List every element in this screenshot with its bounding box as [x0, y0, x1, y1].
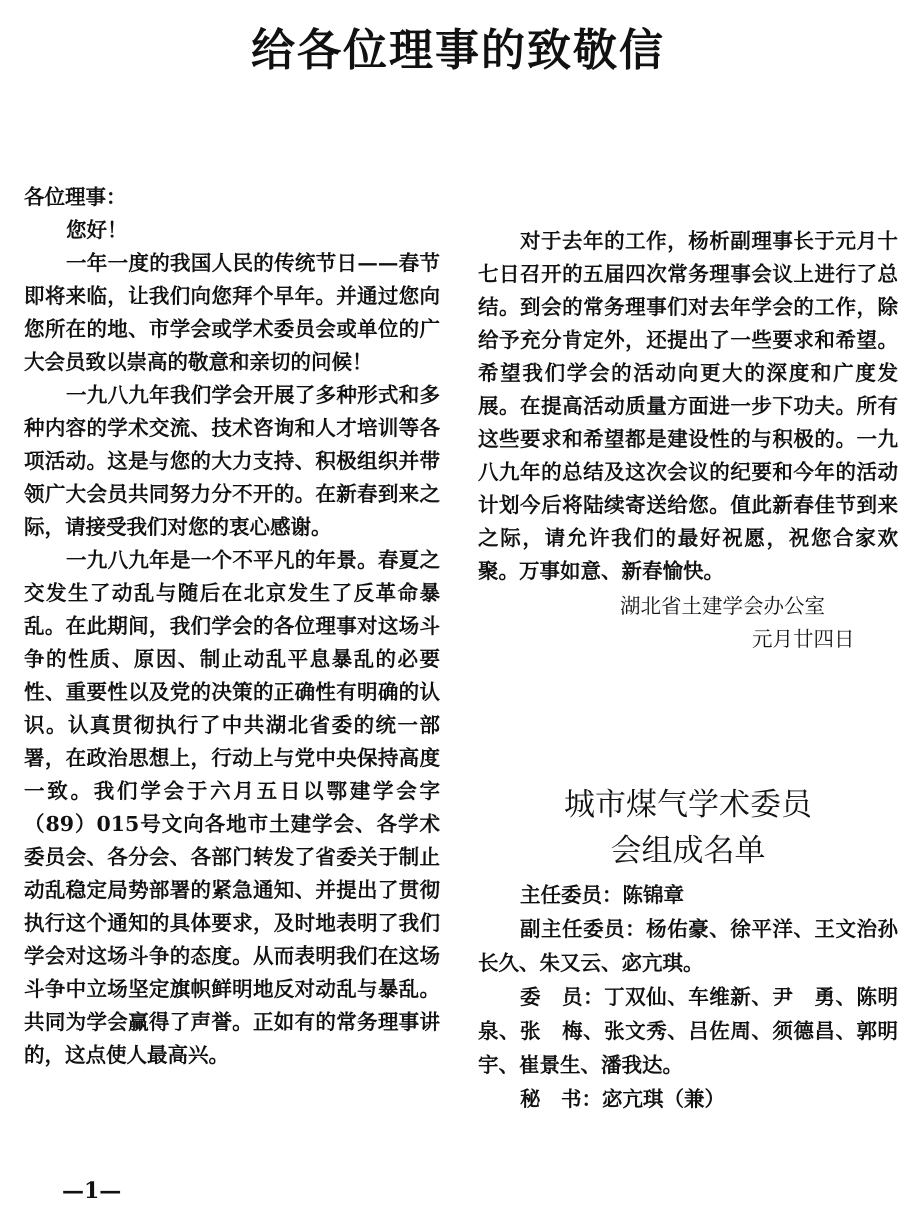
committee-title-line: 城市煤气学术委员	[564, 787, 812, 823]
letter-right-column	[478, 225, 898, 656]
page-number: —1—	[62, 1178, 122, 1204]
letter-left-column	[24, 181, 440, 1072]
page-title: 给各位理事的致敬信	[251, 25, 665, 76]
letter-paragraph: 一九八九年我们学会开展了多种形式和多种内容的学术交流、技术咨询和人才培训等各项活动。这是与您的大力支持、积极组织并带领广大会员共同努力分不开的。在新春到来之际，请接受我们对您的衷心感谢。	[24, 383, 440, 539]
committee-title-line: 会组成名单	[610, 833, 766, 869]
letter-paragraph: 一九八九年是一个不平凡的年景。春夏之交发生了动乱与随后在北京发生了反革命暴乱。在此期间，我们学会的各位理事对这场斗争的性质、原因、制止动乱平息暴乱的必要性、重要性以及党的决策的正确性有明确的认识。认真贯彻执行了中共湖北省委的统一部署，在政治思想上，行动上与党中央保持高度一致。我们学会于六月五日以鄂建学会字（89）015号文向各地市土建学会、各学术委员会、各分会、各部门转发了省委关于制止动乱稳定局势部署的紧急通知、并提出了贯彻执行这个通知的具体要求，及时地表明了我们学会对这场斗争的态度。从而表明我们在这场斗争中立场坚定旗帜鲜明地反对动乱与暴乱。共同为学会赢得了声誉。正如有的常务理事讲的，这点使人最高兴。	[24, 548, 440, 1067]
letter-paragraph: 对于去年的工作，杨析副理事长于元月十七日召开的五届四次常务理事会议上进行了总结。到会的常务理事们对去年学会的工作，除给予充分肯定外，还提出了一些要求和希望。希望我们学会的活动向更大的深度和广度发展。在提高活动质量方面进一步下功夫。所有这些要求和希望都是建设性的与积极的。一九八九年的总结及这次会议的纪要和今年的活动计划今后将陆续寄送给您。值此新春佳节到来之际，请允许我们的最好祝愿，祝您合家欢聚。万事如意、新春愉快。	[478, 229, 898, 583]
committee-deputy-directors: 副主任委员：杨佑豪、徐平洋、王文治孙长久、朱又云、宓亢琪。	[478, 917, 898, 975]
committee-director: 主任委员：陈锦章	[520, 883, 684, 907]
letter-paragraph: 一年一度的我国人民的传统节日——春节即将来临，让我们向您拜个早年。并通过您向您所在的地、市学会或学术委员会或单位的广大会员致以崇高的敬意和亲切的问候！	[24, 251, 440, 374]
committee-title	[478, 782, 898, 874]
committee-list	[478, 878, 898, 1116]
salutation: 各位理事：	[24, 185, 127, 209]
greeting: 您好！	[66, 218, 128, 242]
signature-date: 元月廿四日	[752, 627, 855, 651]
committee-members: 委 员：丁双仙、车维新、尹 勇、陈明泉、张 梅、张文秀、吕佐周、须德昌、郭明宇、崔景生、潘我达。	[478, 985, 898, 1077]
signature-organization: 湖北省土建学会办公室	[620, 594, 825, 618]
committee-secretary: 秘 书：宓亢琪（兼）	[520, 1087, 725, 1111]
